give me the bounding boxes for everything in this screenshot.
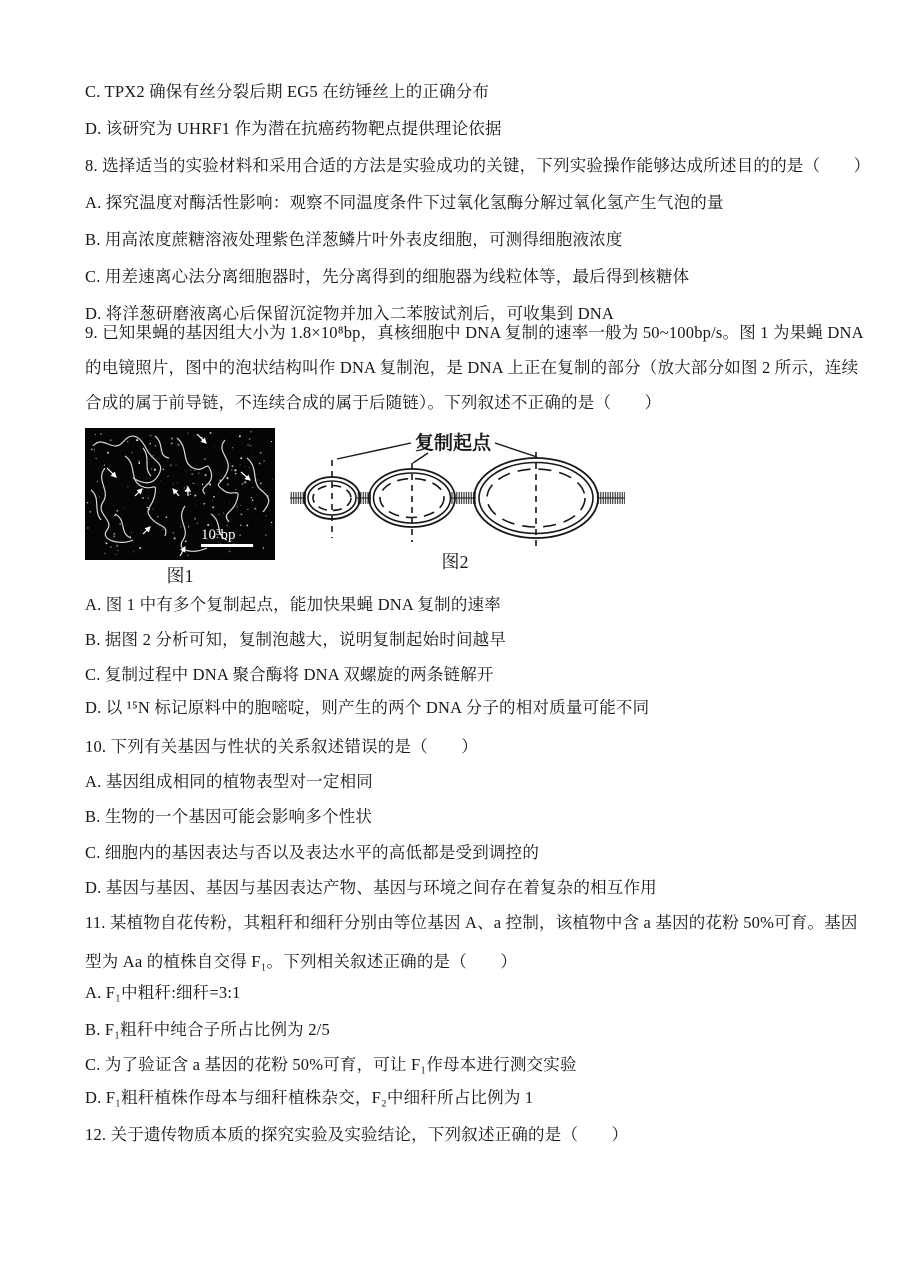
parental-dna-hatched-segments [290,492,625,504]
question-8-stem: 8. 选择适当的实验材料和采用合适的方法是实验成功的关键，下列实验操作能够达成所述目的的是（ ） [85,156,871,175]
question-8-option-a: A. 探究温度对酶活性影响：观察不同温度条件下过氧化氢酶分解过氧化氢产生气泡的量 [85,193,724,212]
question-10-stem: 10. 下列有关基因与性状的关系叙述错误的是（ ） [85,737,478,756]
question-11-option-a: A. F₁中粗秆:细秆=3:1 [85,983,241,1002]
question-11-stem-line-1: 11. 某植物自花传粉，其粗秆和细秆分别由等位基因 A、a 控制，该植物中含 a 基因的花粉 50%可育。基因 [85,913,858,932]
replication-bubbles [304,458,598,538]
question-8-option-c: C. 用差速离心法分离细胞器时，先分离得到的细胞器为线粒体等，最后得到核糖体 [85,267,690,286]
question-11-stem-line-2: 型为 Aa 的植株自交得 F₁。下列相关叙述正确的是（ ） [85,952,518,971]
question-8-option-b: B. 用高浓度蔗糖溶液处理紫色洋葱鳞片叶外表皮细胞，可测得细胞液浓度 [85,230,623,249]
question-10-option-d: D. 基因与基因、基因与基因表达产物、基因与环境之间存在着复杂的相互作用 [85,878,657,897]
question-11-option-c: C. 为了验证含 a 基因的花粉 50%可育，可让 F₁作母本进行测交实验 [85,1055,577,1074]
question-9-option-a: A. 图 1 中有多个复制起点，能加快果蝇 DNA 复制的速率 [85,595,501,614]
question-10-option-c: C. 细胞内的基因表达与否以及表达水平的高低都是受到调控的 [85,843,540,862]
figure1-electron-micrograph [85,428,275,560]
scale-label: 10³bp [201,527,236,543]
question-11-option-d: D. F₁粗秆植株作母本与细秆植株杂交，F₂中细秆所占比例为 1 [85,1088,534,1107]
question-7-option-d: D. 该研究为 UHRF1 作为潜在抗癌药物靶点提供理论依据 [85,119,502,138]
question-9-figure [85,428,815,593]
question-9-option-c: C. 复制过程中 DNA 聚合酶将 DNA 双螺旋的两条链解开 [85,665,494,684]
replication-origin-label: 复制起点 [414,433,492,454]
question-9-option-b: B. 据图 2 分析可知，复制泡越大，说明复制起始时间越早 [85,630,507,649]
question-9-option-d: D. 以 ¹⁵N 标记原料中的胞嘧啶，则产生的两个 DNA 分子的相对质量可能不同 [85,698,650,717]
question-9-stem-line-2: 的电镜照片，图中的泡状结构叫作 DNA 复制泡，是 DNA 上正在复制的部分（放大部分如图 2 所示，连续 [85,358,859,377]
figure1-caption: 图1 [166,566,194,586]
question-10-option-a: A. 基因组成相同的植物表型对一定相同 [85,772,373,791]
figure2-caption: 图2 [441,552,469,572]
question-10-option-b: B. 生物的一个基因可能会影响多个性状 [85,807,373,826]
question-7-option-c: C. TPX2 确保有丝分裂后期 EG5 在纺锤丝上的正确分布 [85,82,490,101]
question-8-option-d: D. 将洋葱研磨液离心后保留沉淀物并加入二苯胺试剂后，可收集到 DNA [85,304,615,323]
question-9-stem-line-3: 合成的属于前导链，不连续合成的属于后随链）。下列叙述不正确的是（ ） [85,393,662,412]
question-12-stem: 12. 关于遗传物质本质的探究实验及实验结论，下列叙述正确的是（ ） [85,1125,629,1144]
question-9-stem-line-1: 9. 已知果蝇的基因组大小为 1.8×10⁸bp，真核细胞中 DNA 复制的速率一般为 50~100bp/s。图 1 为果蝇 DNA [85,323,864,342]
figure2-replication-diagram [290,430,640,548]
question-11-option-b: B. F₁粗秆中纯合子所占比例为 2/5 [85,1020,330,1039]
scale-bar [201,544,253,547]
